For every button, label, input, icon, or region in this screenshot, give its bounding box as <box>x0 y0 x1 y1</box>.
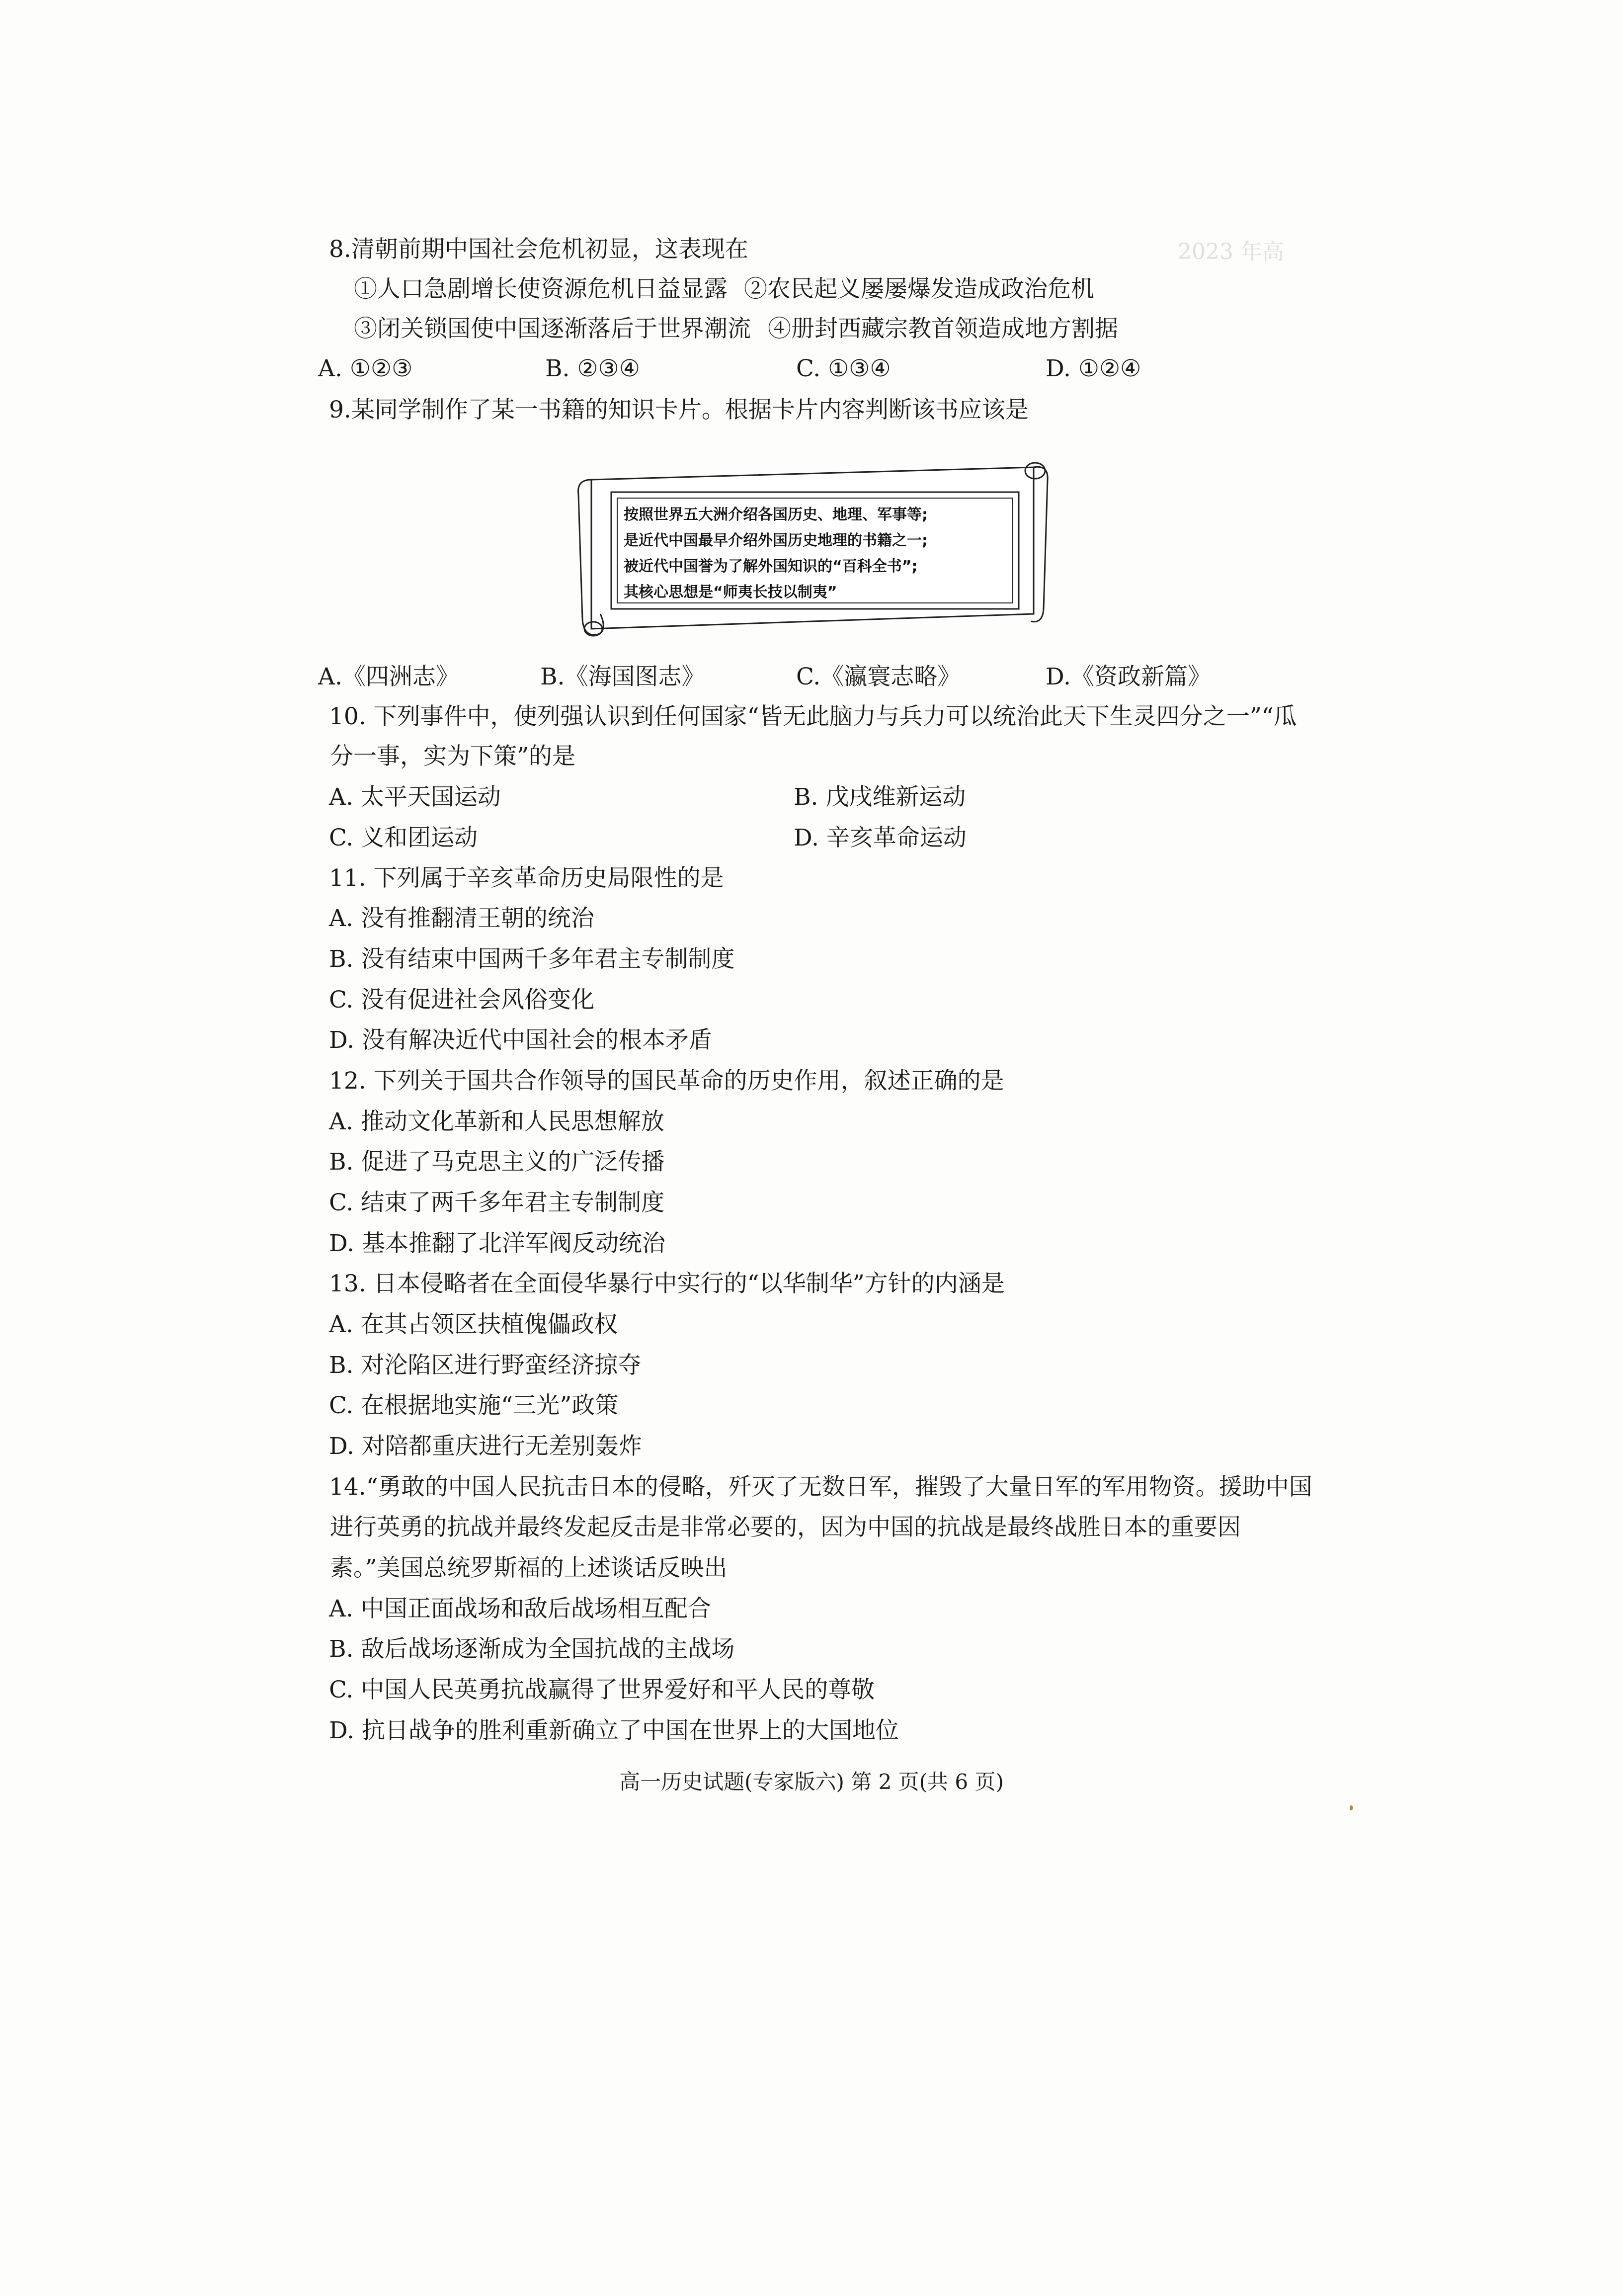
question-14-stem-line-1: 14.“勇敢的中国人民抗击日本的侵略，歼灭了无数日军，摧毁了大量日军的军用物资。援助中国 <box>329 1473 1312 1501</box>
question-11-option-d: D. 没有解决近代中国社会的根本矛盾 <box>329 1026 712 1054</box>
question-10-stem-line-2: 分一事，实为下策”的是 <box>330 743 576 770</box>
question-12-option-b: B. 促进了马克思主义的广泛传播 <box>329 1148 665 1176</box>
question-14-option-b: B. 敌后战场逐渐成为全国抗战的主战场 <box>329 1635 735 1663</box>
question-8-option-d: D. ①②④ <box>1046 355 1141 382</box>
question-11-option-c: C. 没有促进社会风俗变化 <box>329 986 595 1014</box>
card-line: 其核心思想是“师夷长技以制夷” <box>624 584 837 601</box>
question-9-stem: 9.某同学制作了某一书籍的知识卡片。根据卡片内容判断该书应该是 <box>329 396 1029 424</box>
question-14-option-a: A. 中国正面战场和敌后战场相互配合 <box>329 1595 711 1622</box>
question-10-option-b: B. 戊戌维新运动 <box>794 783 966 811</box>
question-9-option-a: A.《四洲志》 <box>318 663 459 690</box>
scan-artifact <box>1350 1805 1353 1810</box>
question-10-stem-line-1: 10. 下列事件中，使列强认识到任何国家“皆无此脑力与兵力可以统治此天下生灵四分之一”“瓜 <box>329 703 1297 730</box>
question-13-option-a: A. 在其占领区扶植傀儡政权 <box>329 1311 618 1338</box>
question-12-option-a: A. 推动文化革新和人民思想解放 <box>329 1108 664 1135</box>
question-8-item-4: ④册封西藏宗教首领造成地方割据 <box>768 315 1118 342</box>
question-12-stem: 12. 下列关于国共合作领导的国民革命的历史作用，叙述正确的是 <box>329 1067 1004 1095</box>
question-13-option-d: D. 对陪都重庆进行无差别轰炸 <box>329 1433 642 1460</box>
question-9-option-d: D.《资政新篇》 <box>1046 663 1211 690</box>
knowledge-card <box>571 450 1058 649</box>
question-13-stem: 13. 日本侵略者在全面侵华暴行中实行的“以华制华”方针的内涵是 <box>329 1270 1005 1297</box>
card-line: 是近代中国最早介绍外国历史地理的书籍之一; <box>624 532 928 549</box>
question-13-option-b: B. 对沦陷区进行野蛮经济掠夺 <box>329 1352 642 1379</box>
question-10-option-d: D. 辛亥革命运动 <box>794 824 967 851</box>
question-8-option-c: C. ①③④ <box>796 355 891 382</box>
question-9-option-c: C.《瀛寰志略》 <box>796 663 961 690</box>
question-8-item-2: ②农民起义屡屡爆发造成政治危机 <box>744 275 1094 303</box>
bleed-through-text: 2023 年高 <box>1178 239 1284 264</box>
question-8-option-b: B. ②③④ <box>545 355 640 382</box>
question-14-stem-line-3: 素。”美国总统罗斯福的上述谈话反映出 <box>330 1554 728 1582</box>
question-8-stem: 8.清朝前期中国社会危机初显，这表现在 <box>329 236 748 263</box>
question-11-option-a: A. 没有推翻清王朝的统治 <box>329 905 594 932</box>
question-11-stem: 11. 下列属于辛亥革命历史局限性的是 <box>329 864 724 892</box>
question-8-item-1: ①人口急剧增长使资源危机日益显露 <box>354 275 728 303</box>
question-10-option-a: A. 太平天国运动 <box>329 783 501 811</box>
card-content <box>624 502 1016 605</box>
question-14-option-c: C. 中国人民英勇抗战赢得了世界爱好和平人民的尊敬 <box>329 1676 875 1703</box>
question-8-item-3: ③闭关锁国使中国逐渐落后于世界潮流 <box>354 315 751 342</box>
question-8-option-a: A. ①②③ <box>318 355 413 382</box>
question-14-option-d: D. 抗日战争的胜利重新确立了中国在世界上的大国地位 <box>329 1717 899 1744</box>
question-12-option-c: C. 结束了两千多年君主专制制度 <box>329 1189 665 1216</box>
question-14-stem-line-2: 进行英勇的抗战并最终发起反击是非常必要的，因为中国的抗战是最终战胜日本的重要因 <box>330 1514 1241 1541</box>
question-9-option-b: B.《海国图志》 <box>540 663 705 690</box>
question-11-option-b: B. 没有结束中国两千多年君主专制制度 <box>329 945 735 973</box>
question-13-option-c: C. 在根据地实施“三光”政策 <box>329 1392 619 1419</box>
question-12-option-d: D. 基本推翻了北洋军阀反动统治 <box>329 1230 665 1257</box>
card-line: 被近代中国誉为了解外国知识的“百科全书”; <box>624 558 918 575</box>
card-line: 按照世界五大洲介绍各国历史、地理、军事等; <box>624 506 928 523</box>
question-10-option-c: C. 义和团运动 <box>329 824 478 851</box>
page-footer: 高一历史试题(专家版六) 第 2 页(共 6 页) <box>619 1770 1004 1794</box>
